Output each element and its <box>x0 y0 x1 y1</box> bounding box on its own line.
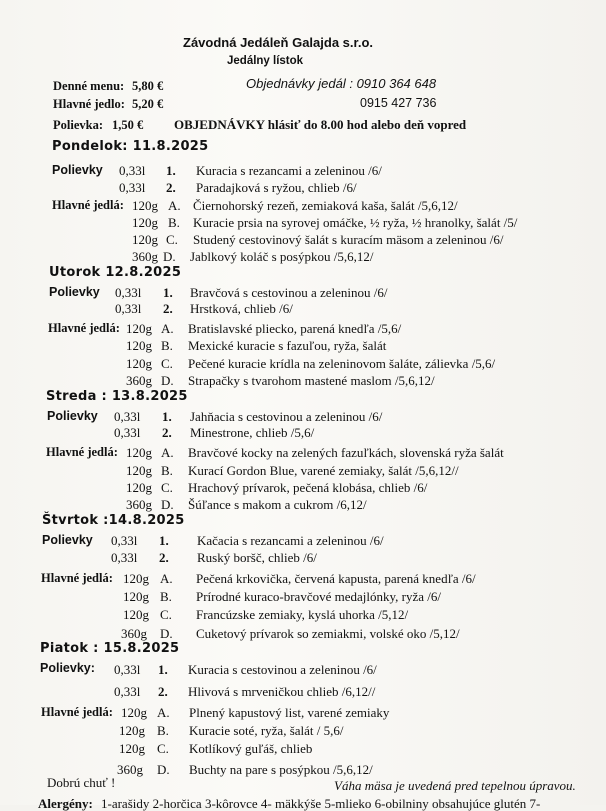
soup-qty: 0,33l <box>114 662 141 677</box>
main-item: Hrachový prívarok, pečená klobása, chlieb /6/ <box>188 480 428 495</box>
main-qty: 120g <box>121 705 147 720</box>
meat-weight-note: Váha mäsa je uvedená pred tepelnou úpravou. <box>334 778 576 793</box>
orders-phone-1: Objednávky jedál : 0910 364 648 <box>246 76 437 91</box>
main-letter: B. <box>157 723 169 738</box>
soup-number: 2. <box>158 684 168 699</box>
day-title: Pondelok: 11.8.2025 <box>52 139 209 154</box>
main-qty: 120g <box>132 215 158 230</box>
main-item: Bratislavské pliecko, parená knedľa /5,6/ <box>188 321 402 336</box>
mains-label: Hlavné jedlá: <box>41 571 113 585</box>
day-title: Štvrtok :14.8.2025 <box>42 513 185 528</box>
soup-item: Paradajková s ryžou, chlieb /6/ <box>196 180 357 195</box>
main-item: Prírodné kuraco-bravčové medajlónky, ryža /6/ <box>196 589 441 604</box>
main-qty: 120g <box>119 723 145 738</box>
main-qty: 120g <box>126 445 152 460</box>
main-letter: A. <box>157 705 170 720</box>
soup-number: 1. <box>158 662 168 677</box>
soup-number: 1. <box>163 285 173 300</box>
soup-label: Polievka: <box>53 118 103 132</box>
greeting: Dobrú chuť ! <box>47 775 116 790</box>
main-item: Plnený kapustový list, varené zemiaky <box>189 705 390 720</box>
main-letter: D. <box>161 497 174 512</box>
soups-label: Polievky <box>52 163 103 177</box>
main-item: Cuketový prívarok so zemiakmi, volské oko /5,12/ <box>196 626 460 641</box>
soup-item: Bravčová s cestovinou a zeleninou /6/ <box>190 285 388 300</box>
soup-qty: 0,33l <box>114 409 141 424</box>
main-letter: C. <box>161 480 173 495</box>
main-item: Šúľance s makom a cukrom /6,12/ <box>188 497 367 512</box>
day-title: Streda : 13.8.2025 <box>46 389 188 404</box>
main-item: Buchty na pare s posýpkou /5,6,12/ <box>189 762 373 777</box>
orders-notice: OBJEDNÁVKY hlásiť do 8.00 hod alebo deň vopred <box>174 117 467 132</box>
main-item: Pečená krkovička, červená kapusta, parená knedľa /6/ <box>196 571 476 586</box>
mains-label: Hlavné jedlá: <box>41 705 113 719</box>
main-item: Jablkový koláč s posýpkou /5,6,12/ <box>190 249 374 264</box>
main-qty: 120g <box>126 463 152 478</box>
main-letter: C. <box>160 607 172 622</box>
soup-qty: 0,33l <box>111 550 138 565</box>
main-letter: A. <box>160 571 173 586</box>
soup-qty: 0,33l <box>115 285 142 300</box>
soups-label: Polievky <box>47 409 98 423</box>
soups-label: Polievky <box>42 533 93 547</box>
main-letter: C. <box>166 232 178 247</box>
main-item: Mexické kuracie s fazuľou, ryža, šalát <box>188 338 387 353</box>
main-qty: 360g <box>117 762 143 777</box>
soup-item: Kuracia s rezancami a zeleninou /6/ <box>196 163 382 178</box>
day-title: Piatok : 15.8.2025 <box>40 641 180 656</box>
main-item: Strapačky s tvarohom mastené maslom /5,6,12/ <box>188 373 435 388</box>
main-letter: D. <box>163 249 176 264</box>
mains-label: Hlavné jedlá: <box>46 445 118 459</box>
main-letter: A. <box>161 321 174 336</box>
soup-item: Hlivová s mrveničkou chlieb /6,12// <box>188 684 376 699</box>
main-item: Pečené kuracie krídla na zeleninovom šaláte, zálievka /5,6/ <box>188 356 496 371</box>
day-title: Utorok 12.8.2025 <box>49 265 182 280</box>
soup-item: Hrstková, chlieb /6/ <box>190 301 293 316</box>
mains-label: Hlavné jedlá: <box>48 321 120 335</box>
main-qty: 120g <box>132 198 158 213</box>
main-dish-label: Hlavné jedlo: <box>53 97 125 111</box>
soup-qty: 0,33l <box>114 684 141 699</box>
main-item: Kurací Gordon Blue, varené zemiaky, šalát /5,6,12// <box>188 463 459 478</box>
main-qty: 360g <box>126 497 152 512</box>
allergens-list: 1-arašidy 2-horčica 3-kôrovce 4- mäkkýše 5-mlieko 6-obilniny obsahujúce glutén 7- <box>101 796 541 811</box>
allergens-label: Alergény: <box>38 796 93 811</box>
main-letter: D. <box>157 762 170 777</box>
main-qty: 360g <box>132 249 158 264</box>
main-qty: 120g <box>126 356 152 371</box>
main-qty: 120g <box>123 571 149 586</box>
soup-number: 2. <box>163 301 173 316</box>
main-qty: 120g <box>123 589 149 604</box>
main-qty: 120g <box>126 338 152 353</box>
main-item: Kotlíkový guľáš, chlieb <box>189 741 313 756</box>
soup-qty: 0,33l <box>111 533 138 548</box>
soup-item: Ruský boršč, chlieb /6/ <box>197 550 317 565</box>
main-qty: 120g <box>119 741 145 756</box>
soup-number: 2. <box>159 550 169 565</box>
main-letter: B. <box>161 463 173 478</box>
main-qty: 360g <box>126 373 152 388</box>
main-letter: C. <box>161 356 173 371</box>
main-letter: B. <box>161 338 173 353</box>
main-item: Čiernohorský rezeň, zemiaková kaša, šalát /5,6,12/ <box>193 198 458 213</box>
soups-label: Polievky: <box>40 661 95 675</box>
soup-number: 2. <box>166 180 176 195</box>
main-item: Studený cestovinový šalát s kuracím mäsom a zeleninou /6/ <box>193 232 504 247</box>
daily-menu-label: Denné menu: <box>53 79 125 93</box>
main-letter: A. <box>161 445 174 460</box>
soup-item: Jahňacia s cestovinou a zeleninou /6/ <box>190 409 383 424</box>
company-name: Závodná Jedáleň Galajda s.r.o. <box>183 35 374 50</box>
main-item: Bravčové kocky na zelených fazuľkách, slovenská ryža šalát <box>188 445 504 460</box>
soup-number: 2. <box>162 425 172 440</box>
main-item: Francúzske zemiaky, kyslá uhorka /5,12/ <box>196 607 409 622</box>
soup-item: Kačacia s rezancami a zeleninou /6/ <box>197 533 384 548</box>
soup-qty: 0,33l <box>115 301 142 316</box>
main-letter: D. <box>160 626 173 641</box>
main-item: Kuracie soté, ryža, šalát / 5,6/ <box>189 723 344 738</box>
main-letter: D. <box>161 373 174 388</box>
soup-item: Kuracia s cestovinou a zeleninou /6/ <box>188 662 377 677</box>
soup-price: 1,50 € <box>112 118 144 132</box>
main-qty: 120g <box>132 232 158 247</box>
main-letter: A. <box>168 198 181 213</box>
orders-phone-2: 0915 427 736 <box>360 96 437 110</box>
main-letter: B. <box>160 589 172 604</box>
daily-menu-price: 5,80 € <box>132 79 164 93</box>
main-qty: 120g <box>126 480 152 495</box>
soup-number: 1. <box>166 163 176 178</box>
mains-label: Hlavné jedlá: <box>52 198 124 212</box>
main-qty: 360g <box>121 626 147 641</box>
soup-number: 1. <box>162 409 172 424</box>
main-item: Kuracie prsia na syrovej omáčke, ½ ryža, ½ hranolky, šalát /5/ <box>193 215 518 230</box>
main-dish-price: 5,20 € <box>132 97 164 111</box>
menu-subtitle: Jedálny lístok <box>227 55 304 67</box>
main-qty: 120g <box>126 321 152 336</box>
soup-qty: 0,33l <box>119 163 146 178</box>
soup-qty: 0,33l <box>119 180 146 195</box>
main-letter: C. <box>157 741 169 756</box>
main-letter: B. <box>168 215 180 230</box>
soups-label: Polievky <box>49 285 100 299</box>
soup-item: Minestrone, chlieb /5,6/ <box>190 425 315 440</box>
soup-qty: 0,33l <box>114 425 141 440</box>
soup-number: 1. <box>159 533 169 548</box>
main-qty: 120g <box>123 607 149 622</box>
